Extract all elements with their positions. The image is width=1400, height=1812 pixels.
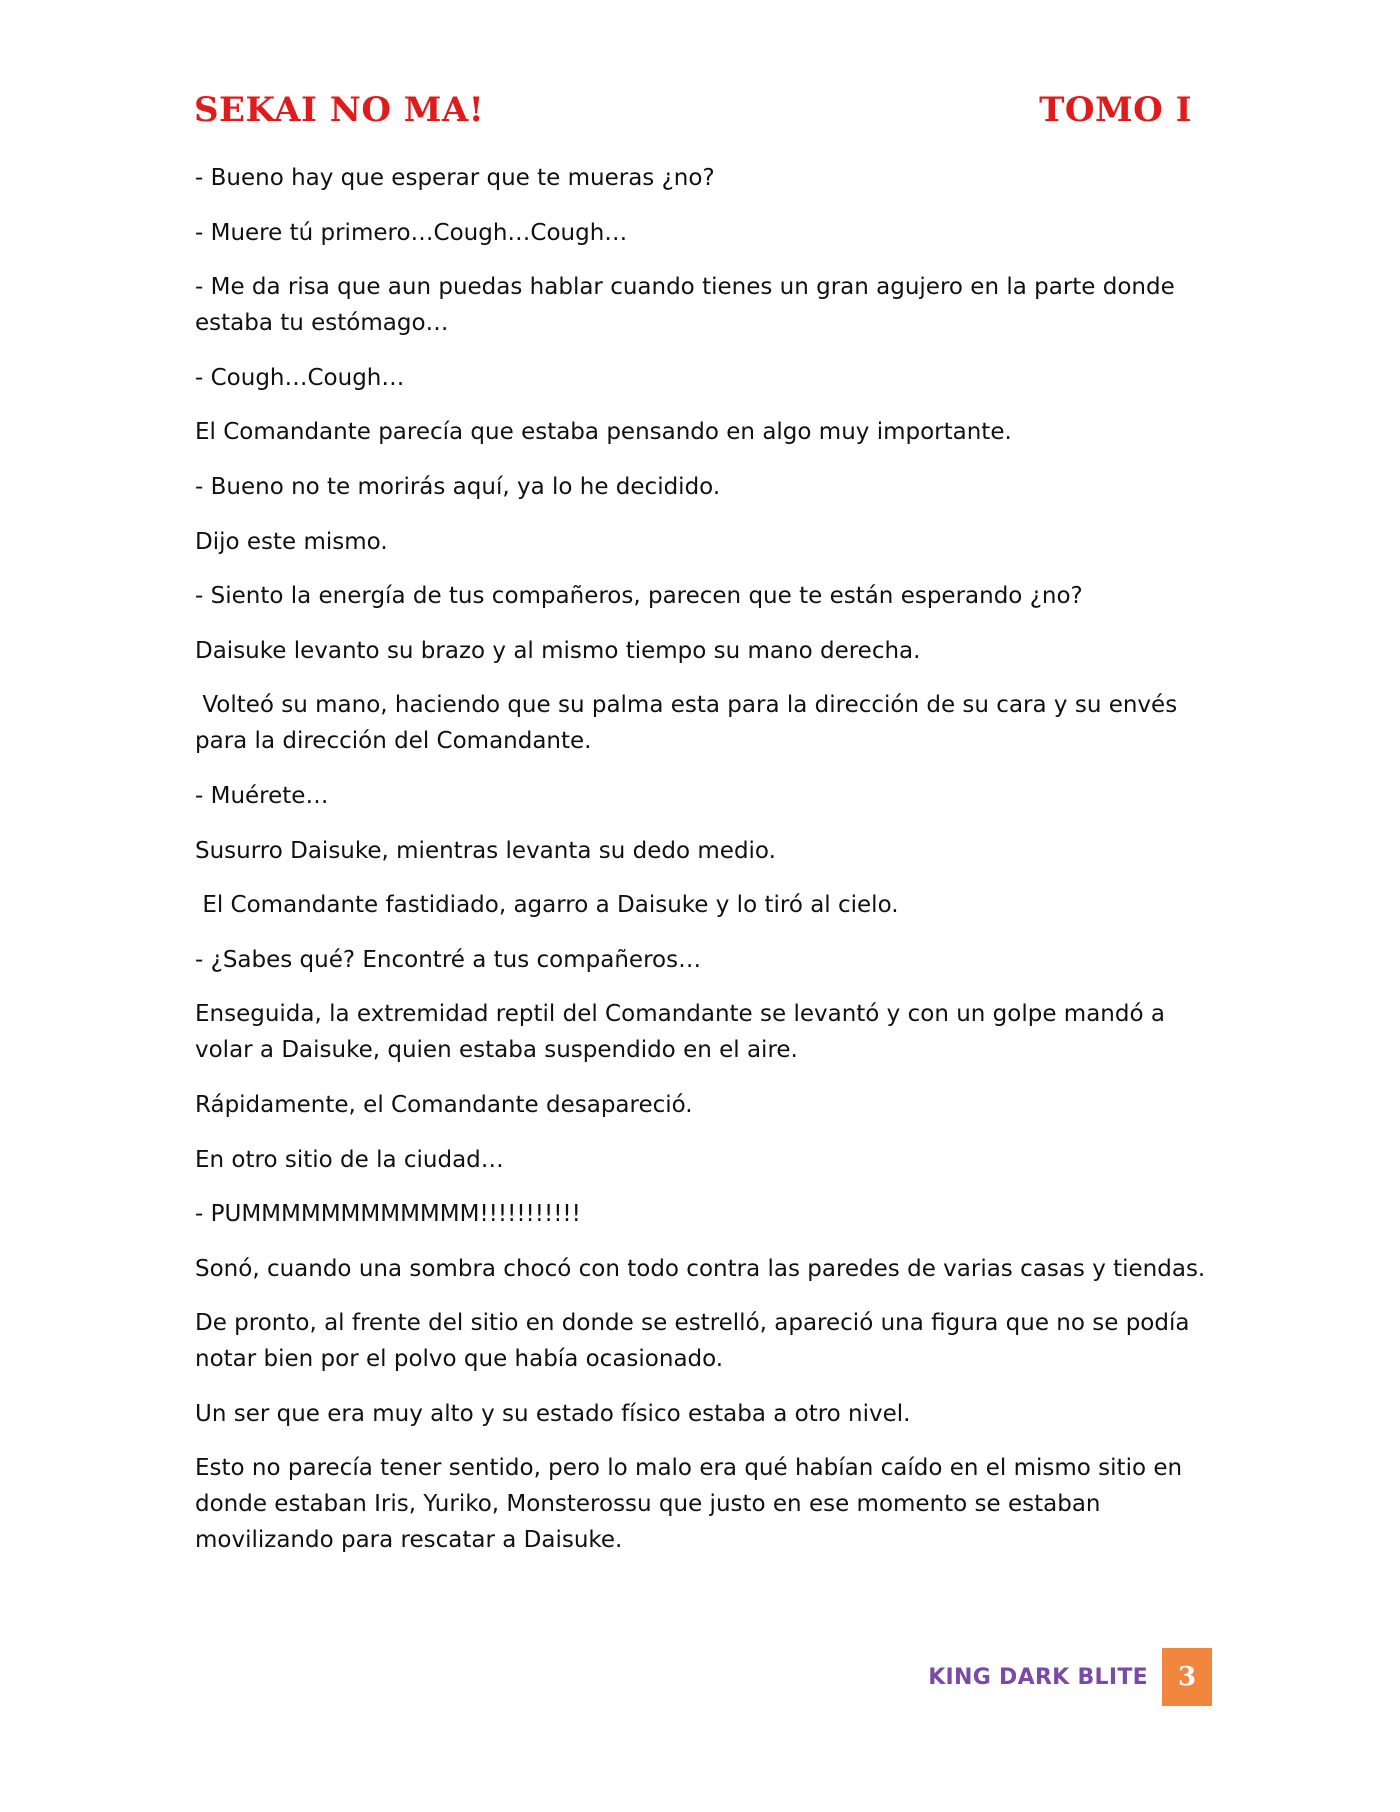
paragraph: Esto no parecía tener sentido, pero lo malo era qué habían caído en el mismo sitio en donde estaban Iris, Yuriko, Monsterossu que justo en ese momento se estaban movilizando para rescatar a Daisuke. <box>195 1455 1190 1554</box>
paragraph: - Muérete… <box>195 782 329 809</box>
paragraph: Volteó su mano, haciendo que su palma esta para la dirección de su cara y su envés para la dirección del Comandante. <box>195 692 1185 755</box>
paragraph: De pronto, al frente del sitio en donde se estrelló, apareció una figura que no se podía notar bien por el polvo que había ocasionado. <box>195 1310 1197 1373</box>
paragraph: - ¿Sabes qué? Encontré a tus compañeros… <box>195 946 702 973</box>
paragraph: Enseguida, la extremidad reptil del Comandante se levantó y con un golpe mandó a volar a Daisuke, quien estaba suspendido en el aire. <box>195 1001 1173 1064</box>
paragraph: - Me da risa que aun puedas hablar cuando tienes un gran agujero en la parte donde estaba tu estómago… <box>195 274 1183 337</box>
paragraph: Susurro Daisuke, mientras levanta su dedo medio. <box>195 837 776 864</box>
paragraph: - Muere tú primero…Cough…Cough… <box>195 219 628 246</box>
paragraph: Dijo este mismo. <box>195 528 388 555</box>
header-book-title: SEKAI NO MA! <box>194 90 485 130</box>
page-number-badge: 3 <box>1162 1648 1212 1706</box>
paragraph: Un ser que era muy alto y su estado físico estaba a otro nivel. <box>195 1400 911 1427</box>
paragraph: - Siento la energía de tus compañeros, parecen que te están esperando ¿no? <box>195 583 1083 610</box>
paragraph: En otro sitio de la ciudad… <box>195 1146 504 1173</box>
paragraph: - PUMMMMMMMMMMMM!!!!!!!!!!! <box>195 1201 581 1228</box>
body-text <box>195 160 1215 1577</box>
paragraph: Rápidamente, el Comandante desapareció. <box>195 1091 693 1118</box>
header-volume: TOMO I <box>1039 90 1192 130</box>
paragraph: El Comandante fastidiado, agarro a Daisuke y lo tiró al cielo. <box>195 892 899 919</box>
paragraph: - Bueno no te morirás aquí, ya lo he decidido. <box>195 473 721 500</box>
footer-author: KING DARK BLITE <box>928 1664 1148 1690</box>
paragraph: Sonó, cuando una sombra chocó con todo contra las paredes de varias casas y tiendas. <box>195 1255 1206 1282</box>
paragraph: - Cough…Cough… <box>195 364 405 391</box>
paragraph: Daisuke levanto su brazo y al mismo tiempo su mano derecha. <box>195 637 921 664</box>
paragraph: - Bueno hay que esperar que te mueras ¿no? <box>195 165 715 191</box>
paragraph: El Comandante parecía que estaba pensando en algo muy importante. <box>195 419 1012 446</box>
page-footer <box>928 1648 1212 1706</box>
